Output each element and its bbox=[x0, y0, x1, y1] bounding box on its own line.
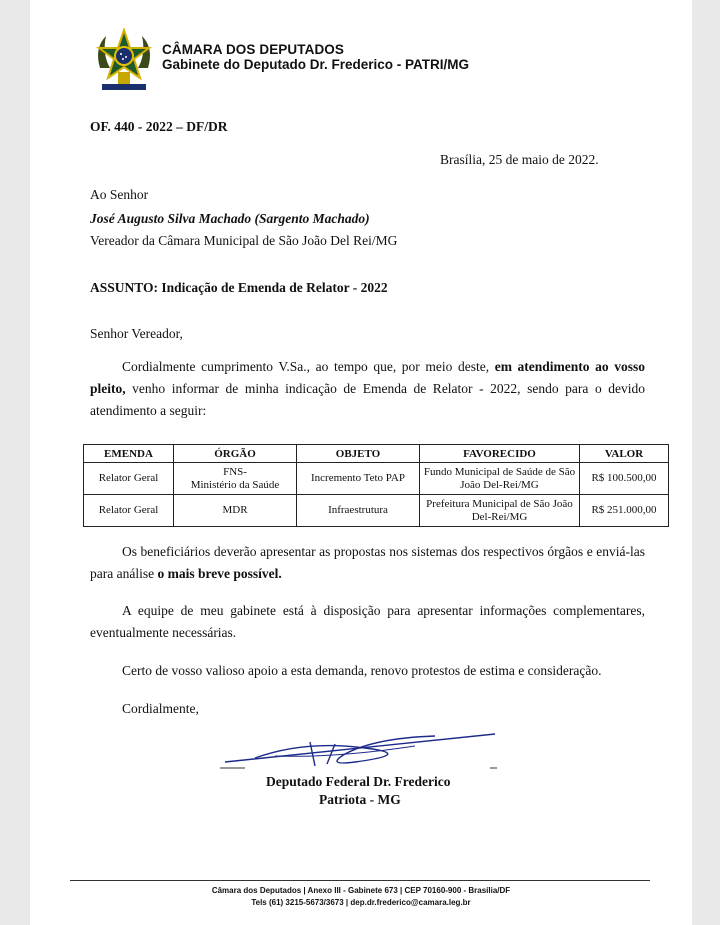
header-subtitle: Gabinete do Deputado Dr. Frederico - PATRI/MG bbox=[162, 57, 470, 72]
footer-contact: Tels (61) 3215-5673/3673 | dep.dr.frederico@camara.leg.br bbox=[251, 898, 471, 907]
table-cell: R$ 251.000,00 bbox=[580, 495, 669, 527]
signer-name: Deputado Federal Dr. Frederico bbox=[266, 774, 451, 789]
subject-line: ASSUNTO: Indicação de Emenda de Relator - 2022 bbox=[90, 280, 388, 295]
signer-party: Patriota - MG bbox=[319, 792, 401, 807]
table-row bbox=[84, 463, 669, 495]
table-cell: Incremento Teto PAP bbox=[297, 463, 420, 495]
table-row bbox=[84, 495, 669, 527]
table-header: EMENDA bbox=[84, 445, 174, 463]
paragraph-beneficiaries: Os beneficiários deverão apresentar as propostas nos sistemas dos respectivos órgãos e enviá-las para análise o mais breve possível. bbox=[90, 544, 645, 581]
letter-reference: OF. 440 - 2022 – DF/DR bbox=[90, 119, 228, 134]
table-cell: Infraestrutura bbox=[297, 495, 420, 527]
paragraph-intro: Cordialmente cumprimento V.Sa., ao tempo que, por meio deste, em atendimento ao vosso pleito, venho informar de minha indicação de Emenda de Relator - 2022, sendo para o devido atendimento a seguir: bbox=[90, 359, 645, 418]
table-cell: Prefeitura Municipal de São João Del-Rei/MG bbox=[420, 495, 580, 527]
table-cell: Relator Geral bbox=[84, 495, 174, 527]
letter-page bbox=[30, 0, 692, 925]
closing: Cordialmente, bbox=[122, 701, 199, 716]
signature bbox=[215, 728, 505, 770]
table-header: OBJETO bbox=[297, 445, 420, 463]
paragraph-intro-emphasis: em atendimento ao vosso pleito, bbox=[90, 359, 645, 396]
recipient-role: Vereador da Câmara Municipal de São João Del Rei/MG bbox=[90, 233, 398, 248]
table-header: VALOR bbox=[580, 445, 669, 463]
table-header: FAVORECIDO bbox=[420, 445, 580, 463]
paragraph-closing-remark: Certo de vosso valioso apoio a esta demanda, renovo protestos de estima e consideração. bbox=[122, 663, 602, 678]
coat-of-arms-emblem bbox=[92, 28, 156, 94]
table-cell: Fundo Municipal de Saúde de São João Del-Rei/MG bbox=[420, 463, 580, 495]
table-cell: Relator Geral bbox=[84, 463, 174, 495]
footer-address: Câmara dos Deputados | Anexo III - Gabinete 673 | CEP 70160-900 - Brasília/DF bbox=[211, 886, 511, 895]
amendment-table bbox=[83, 444, 669, 527]
table-header-row bbox=[84, 445, 669, 463]
footer-divider bbox=[70, 880, 650, 881]
paragraph-team: A equipe de meu gabinete está à disposição para apresentar informações complementares, eventualmente necessárias. bbox=[90, 603, 645, 640]
salutation-to: Ao Senhor bbox=[90, 187, 149, 202]
paragraph-beneficiaries-emphasis: o mais breve possível. bbox=[157, 566, 282, 581]
table-cell: MDR bbox=[174, 495, 297, 527]
table-cell: FNS- Ministério da Saúde bbox=[174, 463, 297, 495]
header-title: CÂMARA DOS DEPUTADOS bbox=[162, 42, 345, 57]
greeting: Senhor Vereador, bbox=[90, 326, 183, 341]
table-cell: R$ 100.500,00 bbox=[580, 463, 669, 495]
recipient-name: José Augusto Silva Machado (Sargento Machado) bbox=[90, 211, 370, 226]
letter-date: Brasília, 25 de maio de 2022. bbox=[440, 152, 599, 167]
table-header: ÓRGÃO bbox=[174, 445, 297, 463]
